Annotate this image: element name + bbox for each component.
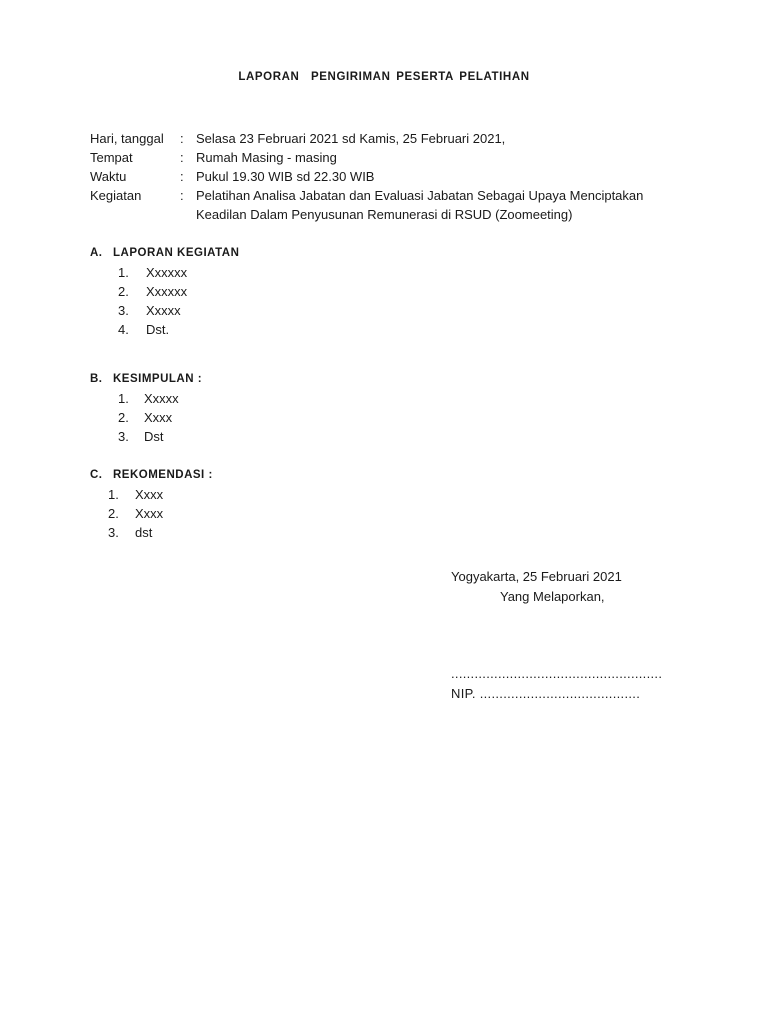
list-number: 2. (118, 410, 129, 425)
list-number: 4. (118, 322, 129, 337)
section-title: LAPORAN KEGIATAN (113, 247, 240, 259)
info-value: Rumah Masing - masing (196, 150, 337, 165)
info-colon: : (180, 131, 184, 146)
list-item (118, 320, 239, 339)
info-row-waktu (90, 167, 686, 186)
list-number: 3. (108, 525, 119, 540)
document-title: LAPORAN PENGIRIMAN PESERTA PELATIHAN (238, 71, 530, 83)
signature-nip: NIP. ......................................... (451, 686, 641, 701)
section-kesimpulan (90, 370, 202, 446)
signature-name-line: ...................................................... (451, 666, 663, 681)
section-list (90, 389, 202, 446)
signature-role: Yang Melaporkan, (500, 589, 605, 604)
info-block (90, 129, 686, 224)
info-label: Waktu (90, 169, 127, 184)
section-heading (90, 244, 239, 263)
section-list (90, 485, 213, 542)
list-item (108, 485, 213, 504)
list-text: Dst. (146, 322, 170, 337)
list-number: 3. (118, 303, 129, 318)
list-text: Xxxx (135, 487, 164, 502)
list-number: 1. (118, 265, 129, 280)
list-item (108, 504, 213, 523)
list-text: dst (135, 525, 153, 540)
info-value: Pukul 19.30 WIB sd 22.30 WIB (196, 169, 375, 184)
list-item (118, 427, 202, 446)
list-number: 2. (118, 284, 129, 299)
section-letter: A. (90, 247, 103, 259)
list-item (118, 263, 239, 282)
list-number: 1. (108, 487, 119, 502)
list-number: 2. (108, 506, 119, 521)
info-colon: : (180, 169, 184, 184)
info-value: Selasa 23 Februari 2021 sd Kamis, 25 Februari 2021, (196, 131, 506, 146)
section-heading (90, 370, 202, 389)
section-list (90, 263, 239, 339)
list-number: 3. (118, 429, 129, 444)
list-text: Dst (144, 429, 164, 444)
info-row-tempat (90, 148, 686, 167)
list-item (118, 389, 202, 408)
list-text: Xxxx (144, 410, 173, 425)
list-text: Xxxxxx (146, 265, 188, 280)
info-row-kegiatan (90, 186, 686, 224)
list-item (118, 301, 239, 320)
info-colon: : (180, 188, 184, 203)
section-heading (90, 466, 213, 485)
section-letter: B. (90, 373, 103, 385)
list-item (108, 523, 213, 542)
info-label: Kegiatan (90, 188, 142, 203)
info-row-hari (90, 129, 686, 148)
list-text: Xxxx (135, 506, 164, 521)
list-item (118, 408, 202, 427)
info-label: Hari, tanggal (90, 131, 164, 146)
list-text: Xxxxx (146, 303, 181, 318)
section-letter: C. (90, 469, 103, 481)
section-title: REKOMENDASI : (113, 469, 213, 481)
section-title: KESIMPULAN : (113, 373, 203, 385)
list-text: Xxxxx (144, 391, 179, 406)
list-item (118, 282, 239, 301)
section-rekomendasi (90, 466, 213, 542)
info-label: Tempat (90, 150, 133, 165)
section-laporan-kegiatan (90, 244, 239, 339)
list-number: 1. (118, 391, 129, 406)
signature-place-date: Yogyakarta, 25 Februari 2021 (451, 569, 622, 584)
list-text: Xxxxxx (146, 284, 188, 299)
info-colon: : (180, 150, 184, 165)
info-value: Pelatihan Analisa Jabatan dan Evaluasi Jabatan Sebagai Upaya Menciptakan Keadilan Dalam Penyusunan Remunerasi di RSUD (Zoomeeting) (196, 188, 644, 222)
